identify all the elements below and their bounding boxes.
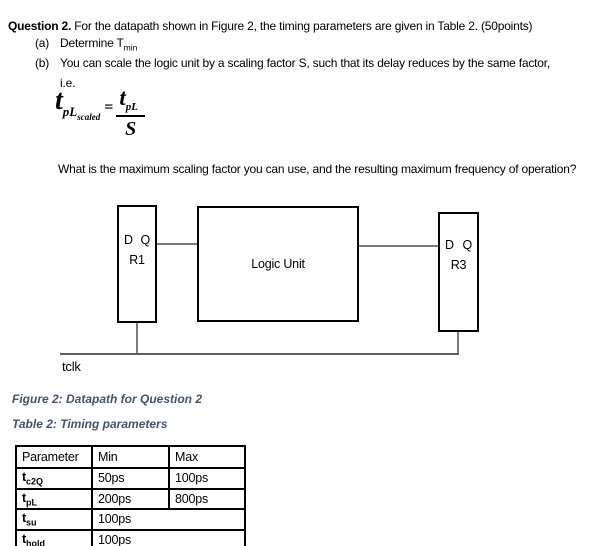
max-cell: 800ps: [169, 489, 245, 510]
clock-line: [60, 353, 459, 355]
param-symbol: [22, 511, 37, 528]
r3-name-label: R3: [450, 258, 467, 272]
clock-drop-r3: [457, 331, 459, 355]
wire-logic-to-r3: [359, 245, 438, 247]
table-caption: Table 2: Timing parameters: [12, 417, 168, 431]
column-header-min: Min: [92, 446, 169, 468]
figure-caption: Figure 2: Datapath for Question 2: [12, 392, 203, 406]
param-cell: [16, 530, 92, 546]
table-header: [16, 446, 245, 468]
formula-numerator-subscript: pL: [125, 101, 138, 113]
scaled-delay-formula: [55, 86, 145, 141]
question-intro-text: For the datapath shown in Figure 2, the timing parameters are given in Table 2. (50points): [71, 19, 533, 33]
column-header-parameter: Parameter: [16, 446, 92, 468]
question-label: Question 2.: [8, 19, 72, 33]
r1-q-pin-label: Q: [140, 233, 150, 247]
list-item-b: [35, 56, 550, 70]
formula-numerator-base: t: [119, 85, 126, 110]
param-symbol: [22, 491, 37, 505]
min-cell-merged: 100ps: [92, 509, 245, 530]
min-cell: 50ps: [92, 468, 169, 489]
param-base: t: [22, 470, 26, 484]
item-a-subscript: min: [123, 42, 138, 53]
register-r1-box: [117, 205, 157, 323]
formula-lhs-subsub-scaled: scaled: [77, 112, 101, 122]
table-row-thold: [16, 530, 245, 546]
wire-r1-to-logic: [157, 243, 197, 245]
max-cell: 100ps: [169, 468, 245, 489]
formula-lhs-subscript: [63, 104, 100, 120]
table-row-tc2q: [16, 468, 245, 489]
formula-equals-sign: =: [104, 99, 114, 116]
param-subscript: c2Q: [25, 476, 43, 487]
formula-lhs-base: t: [55, 85, 63, 116]
r1-name-label: R1: [129, 253, 145, 267]
param-cell: [16, 468, 92, 489]
param-base: t: [22, 531, 26, 546]
item-b-text: You can scale the logic unit by a scaling factor S, such that its delay reduces by the same factor,: [60, 56, 551, 70]
logic-unit-box: [197, 206, 359, 322]
table-body: [16, 468, 245, 546]
param-symbol: [22, 470, 43, 487]
item-b-continuation: i.e.: [60, 76, 76, 90]
min-cell: 200ps: [92, 489, 169, 510]
formula-fraction: [116, 86, 145, 141]
table-row-tpl: [16, 489, 245, 510]
question-title: [8, 19, 600, 33]
item-b-marker: (b): [35, 56, 50, 70]
list-item-a: [35, 36, 137, 52]
param-symbol: [22, 532, 45, 546]
question-followup-text: What is the maximum scaling factor you can use, and the resulting maximum frequency of operation?: [58, 162, 577, 176]
timing-parameters-table: [15, 445, 246, 546]
min-cell-merged: 100ps: [92, 530, 245, 546]
r1-d-pin-label: D: [124, 233, 133, 247]
param-subscript: su: [25, 517, 37, 528]
param-cell: [16, 509, 92, 530]
clock-signal-label: tclk: [62, 359, 81, 374]
param-cell: [16, 489, 92, 510]
clock-drop-r1: [136, 322, 138, 355]
param-subscript: hold: [25, 538, 45, 546]
r3-d-pin-label: D: [445, 238, 454, 252]
formula-lhs-sub-pl: pL: [62, 104, 78, 119]
table-row-tsu: [16, 509, 245, 530]
param-subscript: pL: [25, 497, 37, 507]
r3-q-pin-label: Q: [462, 238, 472, 252]
item-a-text: Determine T: [60, 36, 124, 50]
param-base: t: [22, 511, 26, 525]
header-row: [16, 446, 245, 468]
param-base: t: [22, 490, 26, 505]
formula-denominator: S: [125, 118, 137, 140]
formula-numerator: [116, 86, 145, 117]
logic-unit-label: Logic Unit: [251, 257, 305, 271]
r3-dq-row: [440, 238, 477, 252]
r1-dq-row: [119, 233, 155, 247]
column-header-max: Max: [169, 446, 245, 468]
item-a-marker: (a): [35, 36, 50, 50]
register-r3-box: [438, 212, 479, 332]
